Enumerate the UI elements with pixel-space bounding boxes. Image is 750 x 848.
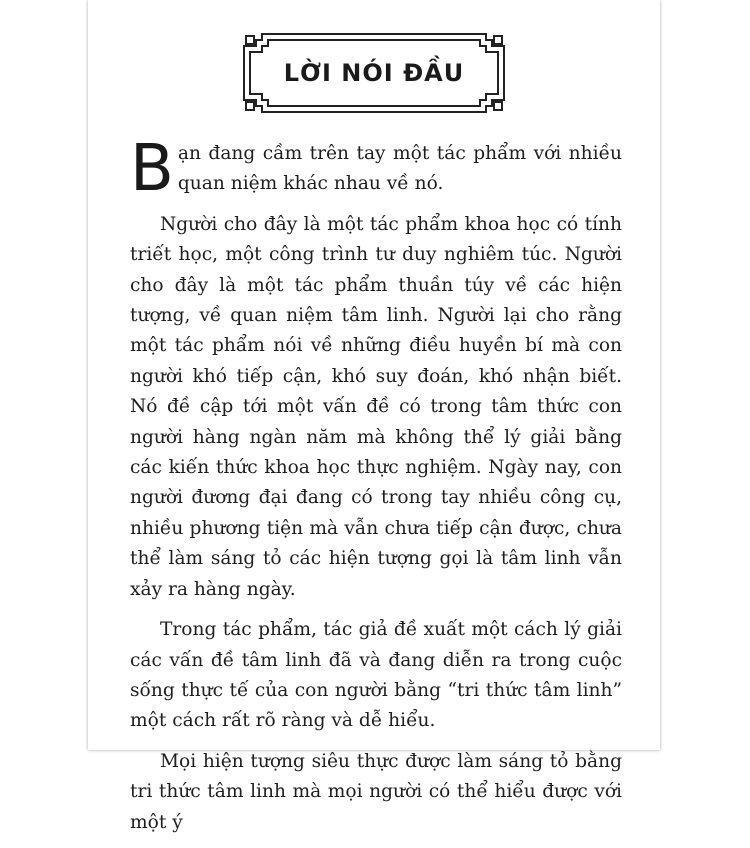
paragraph-1	[130, 132, 622, 206]
body-text	[130, 132, 622, 848]
drop-cap: B	[130, 132, 174, 206]
paragraph-3: Trong tác phẩm, tác giả đề xuất một cách lý giải các vấn đề tâm linh đã và đang diễn ra trong cuộc sống thực tế của con người bằng “tri thức tâm linh” một cách rất rõ ràng và dễ hiểu.	[130, 619, 622, 732]
paragraph-2: Người cho đây là một tác phẩm khoa học có tính triết học, một công trình tư duy nghiêm túc. Người cho đây là một tác phẩm thuần túy về các hiện tượng, về quan niệm tâm linh. Người lại cho rằng một tác phẩm nói về những điều huyền bí mà con người khó tiếp cận, khó suy đoán, khó nhận biết. Nó đề cập tới một vấn đề có trong tâm thức con người hàng ngàn năm mà không thể lý giải bằng các kiến thức khoa học thực nghiệm. Ngày nay, con người đương đại đang có trong tay nhiều công cụ, nhiều phương tiện mà vẫn chưa tiếp cận được, chưa thể làm sáng tỏ các hiện tượng gọi là tâm linh vẫn xảy ra hàng ngày.	[130, 213, 622, 600]
paragraph-1-text: ạn đang cầm trên tay một tác phẩm với nhiều quan niệm khác nhau về nó.	[177, 143, 622, 195]
paragraph-4: Mọi hiện tượng siêu thực được làm sáng tỏ bằng tri thức tâm linh mà mọi người có thể hiểu được với một ý	[130, 750, 622, 833]
page-title: LỜI NÓI ĐẦU	[283, 59, 465, 87]
book-page	[88, 0, 660, 833]
title-frame	[240, 30, 508, 116]
